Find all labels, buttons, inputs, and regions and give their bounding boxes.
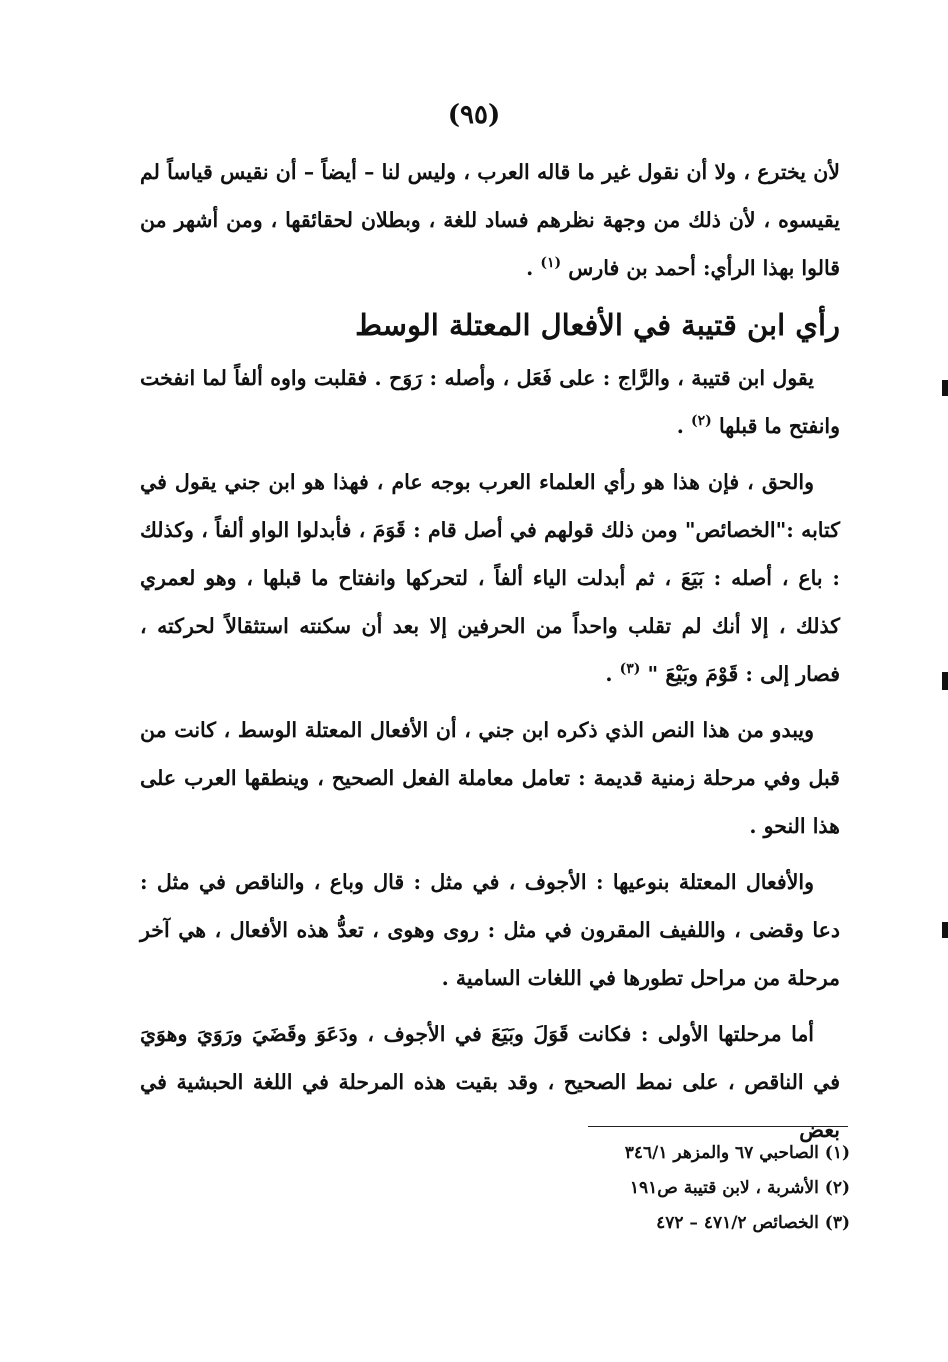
paragraph-text: يقول ابن قتيبة ، والرَّاج : على فَعَل ، وأصله : رَوَح . فقلبت واوه ألفاً لما انفخت وانفتح ما قبلها xyxy=(140,366,840,438)
footnote-ref: (٣) xyxy=(619,661,641,678)
paragraph-text: أما مرحلتها الأولى : فكانت قَوَلَ وبَيَعَ في الأجوف ، ودَعَوَ وقَضَيَ ورَوَيَ وهوَيَ في الناقص ، على نمط الصحيح ، وقد بقيت هذه المرحلة في اللغة الحبشية في بعض xyxy=(140,1022,840,1142)
section-heading: رأي ابن قتيبة في الأفعال المعتلة الوسط xyxy=(355,308,840,342)
paragraph-text: والحق ، فإن هذا هو رأي العلماء العرب بوجه عام ، فهذا هو ابن جني يقول في كتابه :"الخصائص" ومن ذلك قولهم في أصل قام : قَوَمَ ، فأبدلوا الواو ألفاً ، وكذلك : باع ، أصله : بَيَعَ ، ثم أبدلت الياء ألفاً ، لتحركها وانفتاح ما قبلها ، وهو لعمري كذلك ، إلا أنك لم تقلب واحداً من الحرفين إلا بعد أن سكنته استثقالاً لحركته ، فصار إلى : قَوْمَ وبَيْعَ " xyxy=(140,470,840,686)
footnote: (٢) الأشربة ، لابن قتيبة ص١٩١ xyxy=(629,1178,850,1198)
paragraph-end: . xyxy=(676,414,692,438)
paragraph-text: والأفعال المعتلة بنوعيها : الأجوف ، في مثل : قال وباع ، والناقص في مثل : دعا وقضى ، واللفيف المقرون في مثل : روى وهوى ، تعدُّ هذه الأفعال ، هي آخر مرحلة من مراحل تطورها في اللغات السامية . xyxy=(140,870,840,990)
paragraph xyxy=(140,1010,840,1154)
footnotes xyxy=(450,1136,850,1241)
footnote-ref: (١) xyxy=(540,255,562,272)
paragraph xyxy=(140,458,840,698)
paragraph xyxy=(140,858,840,1002)
paragraph-end: . xyxy=(605,662,620,686)
main-text xyxy=(140,148,840,1162)
paragraph xyxy=(140,354,840,450)
page-number: (٩٥) xyxy=(447,100,501,130)
footnote: (١) الصاحبي ٦٧ والمزهر ٣٤٦/١ xyxy=(624,1143,850,1163)
intro-paragraph xyxy=(140,148,840,292)
footnote-divider xyxy=(588,1126,848,1127)
paragraph-text: ويبدو من هذا النص الذي ذكره ابن جني ، أن الأفعال المعتلة الوسط ، كانت من قبل وفي مرحلة زمنية قديمة : تعامل معاملة الفعل الصحيح ، وينطقها العرب على هذا النحو . xyxy=(140,718,840,838)
intro-text: لأن يخترع ، ولا أن نقول غير ما قاله العرب ، وليس لنا – أيضاً – أن نقيس قياساً لم يقيسوه ، لأن ذلك من وجهة نظرهم فساد للغة ، وبطلان لحقائقها ، ومن أشهر من قالوا بهذا الرأي: أحمد بن فارس xyxy=(140,160,840,280)
scan-margin-mark xyxy=(942,922,948,938)
footnote-ref: (٢) xyxy=(691,413,712,430)
scan-margin-mark xyxy=(942,672,948,690)
paragraph xyxy=(140,706,840,850)
footnote: (٣) الخصائص ٤٧١/٢ – ٤٧٢ xyxy=(656,1213,850,1233)
intro-end: . xyxy=(526,256,541,280)
scan-margin-mark xyxy=(942,380,948,396)
